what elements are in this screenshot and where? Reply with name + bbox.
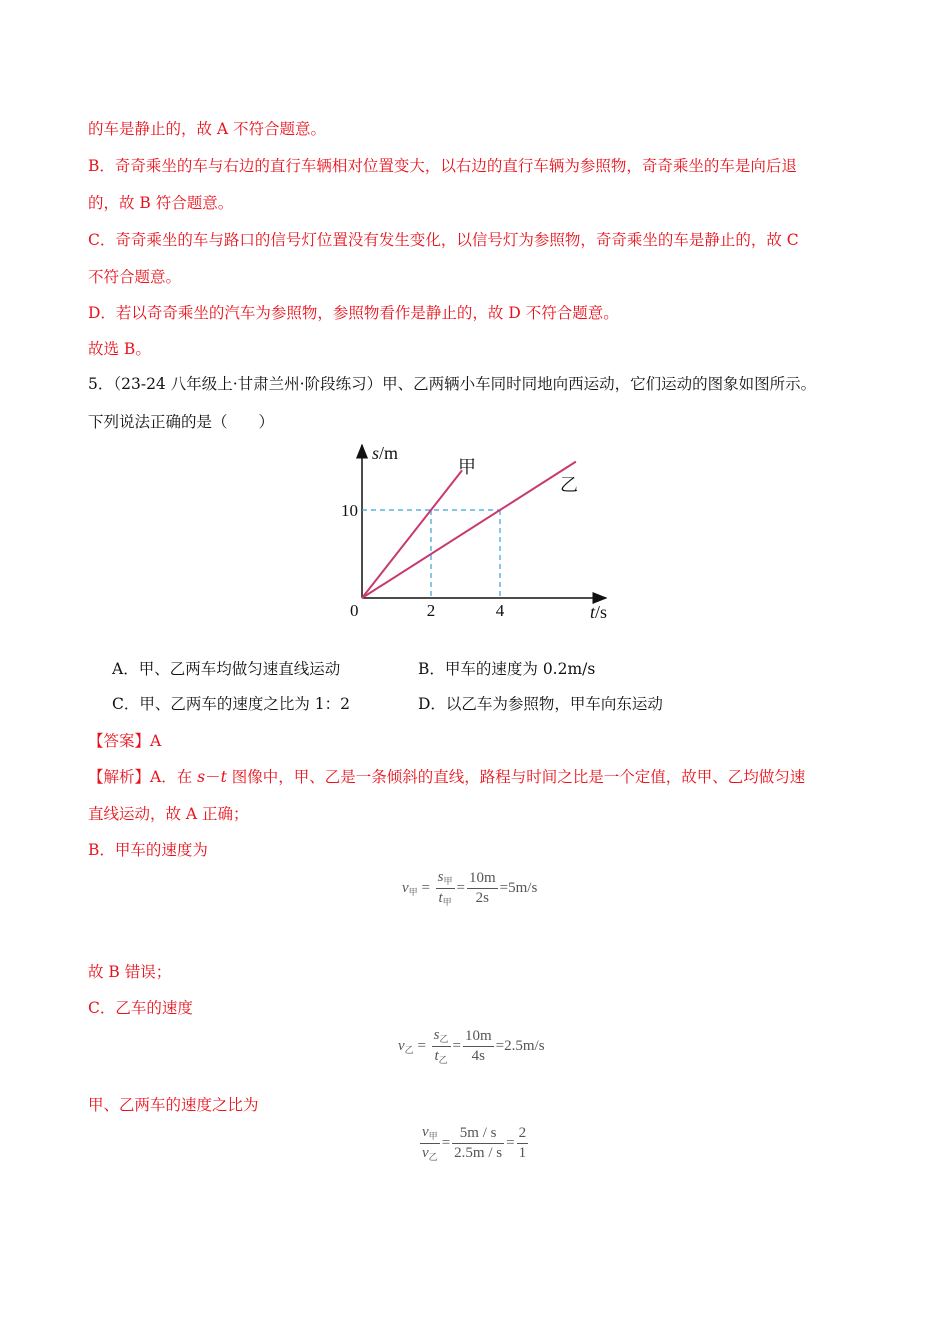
series-label-yi: 乙 xyxy=(560,475,578,495)
y-axis-label: s/m xyxy=(372,443,399,463)
x-tick-label-2: 2 xyxy=(426,601,436,620)
origin-label: 0 xyxy=(350,601,359,620)
option-c: C．甲、乙两车的速度之比为 1：2 xyxy=(112,695,351,713)
option-d: D．以乙车为参照物，甲车向东运动 xyxy=(418,695,663,713)
prev-line-6: D．若以奇奇乘坐的汽车为参照物，参照物看作是静止的，故 D 不符合题意。 xyxy=(88,304,619,322)
option-b: B．甲车的速度为 0.2m/s xyxy=(418,660,596,678)
series-line-jia xyxy=(362,470,462,598)
prev-line-4: C．奇奇乘坐的车与路口的信号灯位置没有发生变化，以信号灯为参照物，奇奇乘坐的车是静止的，故 C xyxy=(88,231,799,249)
analysis-b-end: 故 B 错误； xyxy=(88,963,172,981)
analysis-b-head: B．甲车的速度为 xyxy=(88,841,208,859)
series-line-yi xyxy=(362,462,576,598)
x-tick-label-4: 4 xyxy=(495,601,505,620)
prev-line-7: 故选 B。 xyxy=(88,340,151,358)
prev-line-3: 的，故 B 符合题意。 xyxy=(88,194,234,212)
option-a: A．甲、乙两车均做匀速直线运动 xyxy=(112,660,341,678)
series-label-jia: 甲 xyxy=(458,457,476,477)
analysis-line-1: 【解析】A．在 s－t 图像中，甲、乙是一条倾斜的直线，路程与时间之比是一个定值，故甲、乙均做匀速 xyxy=(88,768,806,786)
analysis-c-head: C．乙车的速度 xyxy=(88,999,193,1017)
question-line-1: 5．（23-24 八年级上·甘肃兰州·阶段练习）甲、乙两辆小车同时同地向西运动，它们运动的图象如图所示。 xyxy=(88,375,817,393)
formula-ratio: $\frac{v_甲}{v_乙}$ = $\frac{5m / s}{2.5m / s}$ = $\frac{2}{1}$ xyxy=(422,1124,527,1162)
x-axis-label: t/s xyxy=(590,602,608,622)
st-chart xyxy=(320,435,630,625)
analysis-line-2: 直线运动，故 A 正确； xyxy=(88,805,249,823)
answer: 【答案】A xyxy=(88,732,162,750)
prev-line-2: B．奇奇乘坐的车与右边的直行车辆相对位置变大，以右边的直行车辆为参照物，奇奇乘坐的车是向后退 xyxy=(88,157,797,175)
y-tick-label-10: 10 xyxy=(341,501,358,520)
question-line-2: 下列说法正确的是（ ） xyxy=(88,413,275,431)
formula-v-yi: $v_乙$ = $\frac{s_乙}{t_乙}$ = $\frac{10m}{4s}$ =2.5m/s xyxy=(398,1027,545,1065)
prev-line-5: 不符合题意。 xyxy=(88,268,182,286)
formula-v-jia: $v_甲$ = $\frac{s_甲}{t_甲}$ = $\frac{10m}{2s}$ =5m/s xyxy=(402,869,538,907)
analysis-ratio-head: 甲、乙两车的速度之比为 xyxy=(88,1096,259,1114)
prev-line-1: 的车是静止的，故 A 不符合题意。 xyxy=(88,120,327,138)
